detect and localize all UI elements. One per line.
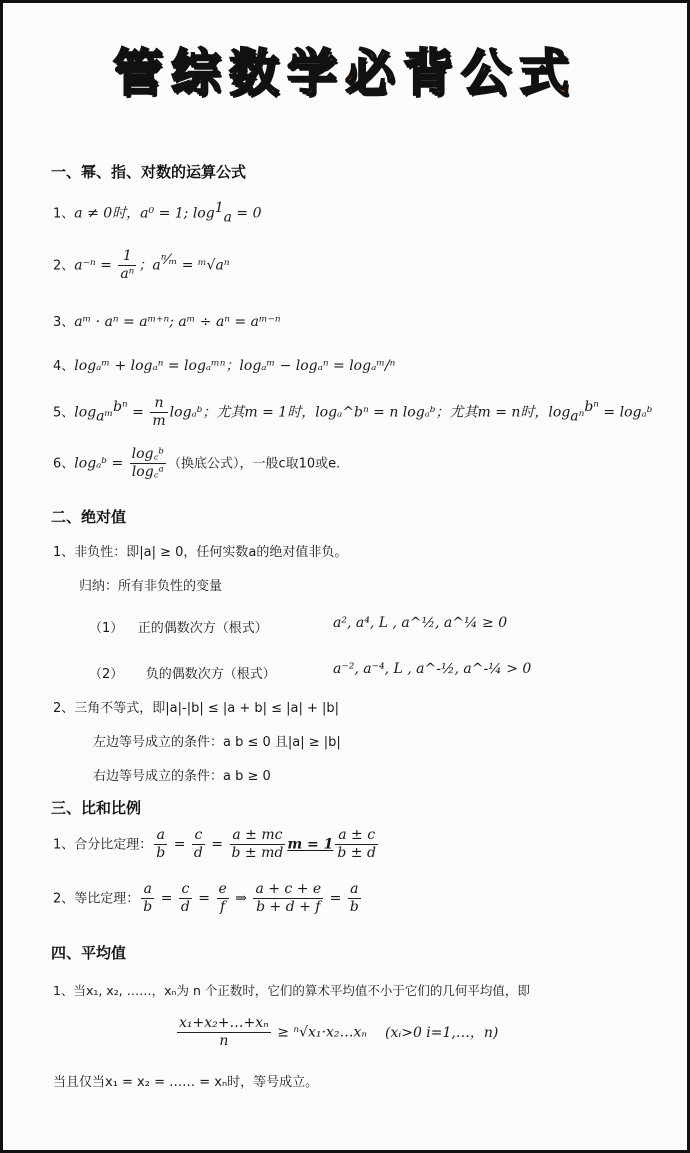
formula-sup: 1 [214, 200, 224, 216]
formula-text: logₐᵇ = [74, 455, 128, 472]
numerator: x₁+x₂+…+xₙ [179, 1015, 269, 1031]
item-number: 2、 [53, 258, 75, 274]
item-label: 2、等比定理： [53, 891, 140, 907]
formula-sub: a [223, 209, 232, 226]
denominator: b [156, 845, 166, 861]
formula-text: ；a [138, 257, 161, 274]
condition-label: m = 1 [287, 836, 334, 853]
formula-sub: aⁿ [570, 408, 585, 425]
numerator: a [348, 881, 361, 899]
item-number: （1） [89, 621, 124, 636]
item-label: 正的偶数次方（根式） [137, 621, 268, 636]
fraction [130, 446, 166, 481]
abs-summary: 归纳：所有非负性的变量 [79, 579, 223, 594]
operator: = [206, 836, 228, 853]
ratio-theorem-line [53, 827, 380, 862]
fraction [230, 827, 286, 862]
numerator: a [154, 827, 167, 845]
fraction [217, 881, 229, 916]
operator: = [325, 890, 346, 907]
denominator: b [143, 899, 153, 915]
abs-item-1 [89, 617, 268, 636]
denominator: b ± d [337, 845, 376, 861]
equal-ratio-line [53, 881, 363, 916]
numerator: 1 [118, 248, 136, 266]
abs-item-2-formula: a⁻², a⁻⁴, L , a^-½, a^-¼ > 0 [333, 661, 532, 677]
denominator: d [180, 899, 190, 915]
triangle-inequality: 2、三角不等式，即|a|-|b| ≤ |a + b| ≤ |a| + |b| [53, 701, 340, 716]
fraction [192, 827, 205, 862]
abs-item-1-formula: a², a⁴, L , a^½, a^¼ ≥ 0 [333, 615, 508, 631]
section-heading-absolute-value: 二、绝对值 [51, 508, 127, 526]
item-number: （2） [89, 667, 124, 682]
item-label: 负的偶数次方（根式） [145, 667, 276, 682]
operator: = [193, 890, 215, 907]
fraction [335, 827, 378, 862]
formula-text: = [177, 257, 198, 274]
formula-line-1-5 [53, 395, 652, 430]
formula-text: = 0 [231, 205, 262, 222]
formula-text: aᵐ · aⁿ = aᵐ⁺ⁿ; aᵐ ÷ aⁿ = aᵐ⁻ⁿ [74, 314, 281, 330]
formula-line-1-3 [53, 311, 281, 330]
formula-text: ᵐ√aⁿ [197, 257, 230, 274]
section-heading-exponent-log: 一、幂、指、对数的运算公式 [51, 163, 247, 181]
fraction [150, 395, 167, 430]
formula-sub: aᵐ [96, 408, 114, 425]
denominator: b + d + f [256, 899, 321, 915]
equality-condition: 当且仅当x₁ = x₂ = …… = xₙ时，等号成立。 [53, 1075, 319, 1090]
formula-note: （换底公式），一般c取10或e. [167, 456, 341, 472]
numerator: c [192, 827, 205, 845]
numerator: a ± c [335, 827, 378, 845]
operator: = [169, 836, 190, 853]
formula-sup: bⁿ [113, 398, 128, 415]
formula-text: logₐᵇ；尤其m = 1时，logₐ^bⁿ = n logₐᵇ；尤其m = n时，log [169, 404, 571, 421]
formula-line-1-4 [53, 355, 395, 375]
item-label: 1、合分比定理： [53, 837, 153, 853]
formula-text: a⁻ⁿ = [74, 257, 117, 274]
numerator: a ± mc [230, 827, 286, 845]
denominator: n [219, 1033, 229, 1049]
section-heading-average: 四、平均值 [51, 944, 127, 962]
fraction [118, 248, 136, 283]
formula-text: ≥ ⁿ√x₁·x₂…xₙ [272, 1024, 368, 1041]
fraction [154, 827, 167, 862]
item-number: 3、 [53, 315, 75, 330]
formula-sup: bⁿ [584, 398, 599, 415]
denominator: b ± md [231, 845, 284, 861]
numerator: c [179, 881, 192, 899]
fraction [348, 881, 361, 916]
formula-line-1-2 [53, 248, 230, 283]
fraction [179, 881, 192, 916]
denominator: b [349, 899, 359, 915]
item-number: 6、 [53, 456, 75, 472]
denominator: aⁿ [120, 266, 135, 282]
fraction [253, 881, 323, 916]
formula-line-1-1 [53, 200, 262, 225]
formula-condition: (xᵢ>0 i=1,…，n) [385, 1024, 499, 1041]
right-equality-condition: 右边等号成立的条件：a b ≥ 0 [93, 769, 271, 784]
numerator: a + c + e [255, 881, 322, 897]
fraction [177, 1015, 271, 1050]
am-gm-inequality [175, 1015, 498, 1050]
denominator: f [220, 899, 226, 915]
numerator: n [150, 395, 167, 413]
section-heading-ratio: 三、比和比例 [51, 799, 142, 817]
abs-item-2 [89, 663, 276, 682]
left-equality-condition: 左边等号成立的条件：a b ≤ 0 且|a| ≥ |b| [93, 735, 341, 750]
denominator: m [152, 413, 166, 429]
page-title: 管综数学必背公式 [113, 44, 577, 102]
average-statement: 1、当x₁, x₂, ……，xₙ为 n 个正数时，它们的算术平均值不小于它们的几何平均值，即 [53, 983, 530, 998]
numerator: e [218, 881, 227, 897]
fraction [141, 881, 154, 916]
formula-line-1-6 [53, 446, 340, 481]
item-number: 1、 [53, 206, 75, 222]
operator: = [156, 890, 177, 907]
item-number: 5、 [53, 405, 75, 421]
item-number: 4、 [53, 359, 75, 374]
denominator: log꜀ᵃ [131, 464, 164, 480]
numerator: log꜀ᵇ [131, 446, 164, 462]
formula-text: a ≠ 0时，a⁰ = 1; log [74, 205, 215, 222]
formula-text: logₐᵐ + logₐⁿ = logₐᵐⁿ；logₐᵐ − logₐⁿ = logₐᵐ/ⁿ [74, 358, 396, 374]
formula-sup: ⁿ⁄ₘ [160, 251, 178, 268]
formula-text: = logₐᵇ [598, 404, 653, 421]
denominator: d [193, 845, 203, 861]
abs-line-1: 1、非负性：即|a| ≥ 0，任何实数a的绝对值非负。 [53, 545, 348, 560]
formula-text: = [127, 404, 149, 421]
formula-text: log [74, 404, 97, 421]
numerator: a [141, 881, 154, 899]
arrow: ⇒ [230, 890, 252, 907]
